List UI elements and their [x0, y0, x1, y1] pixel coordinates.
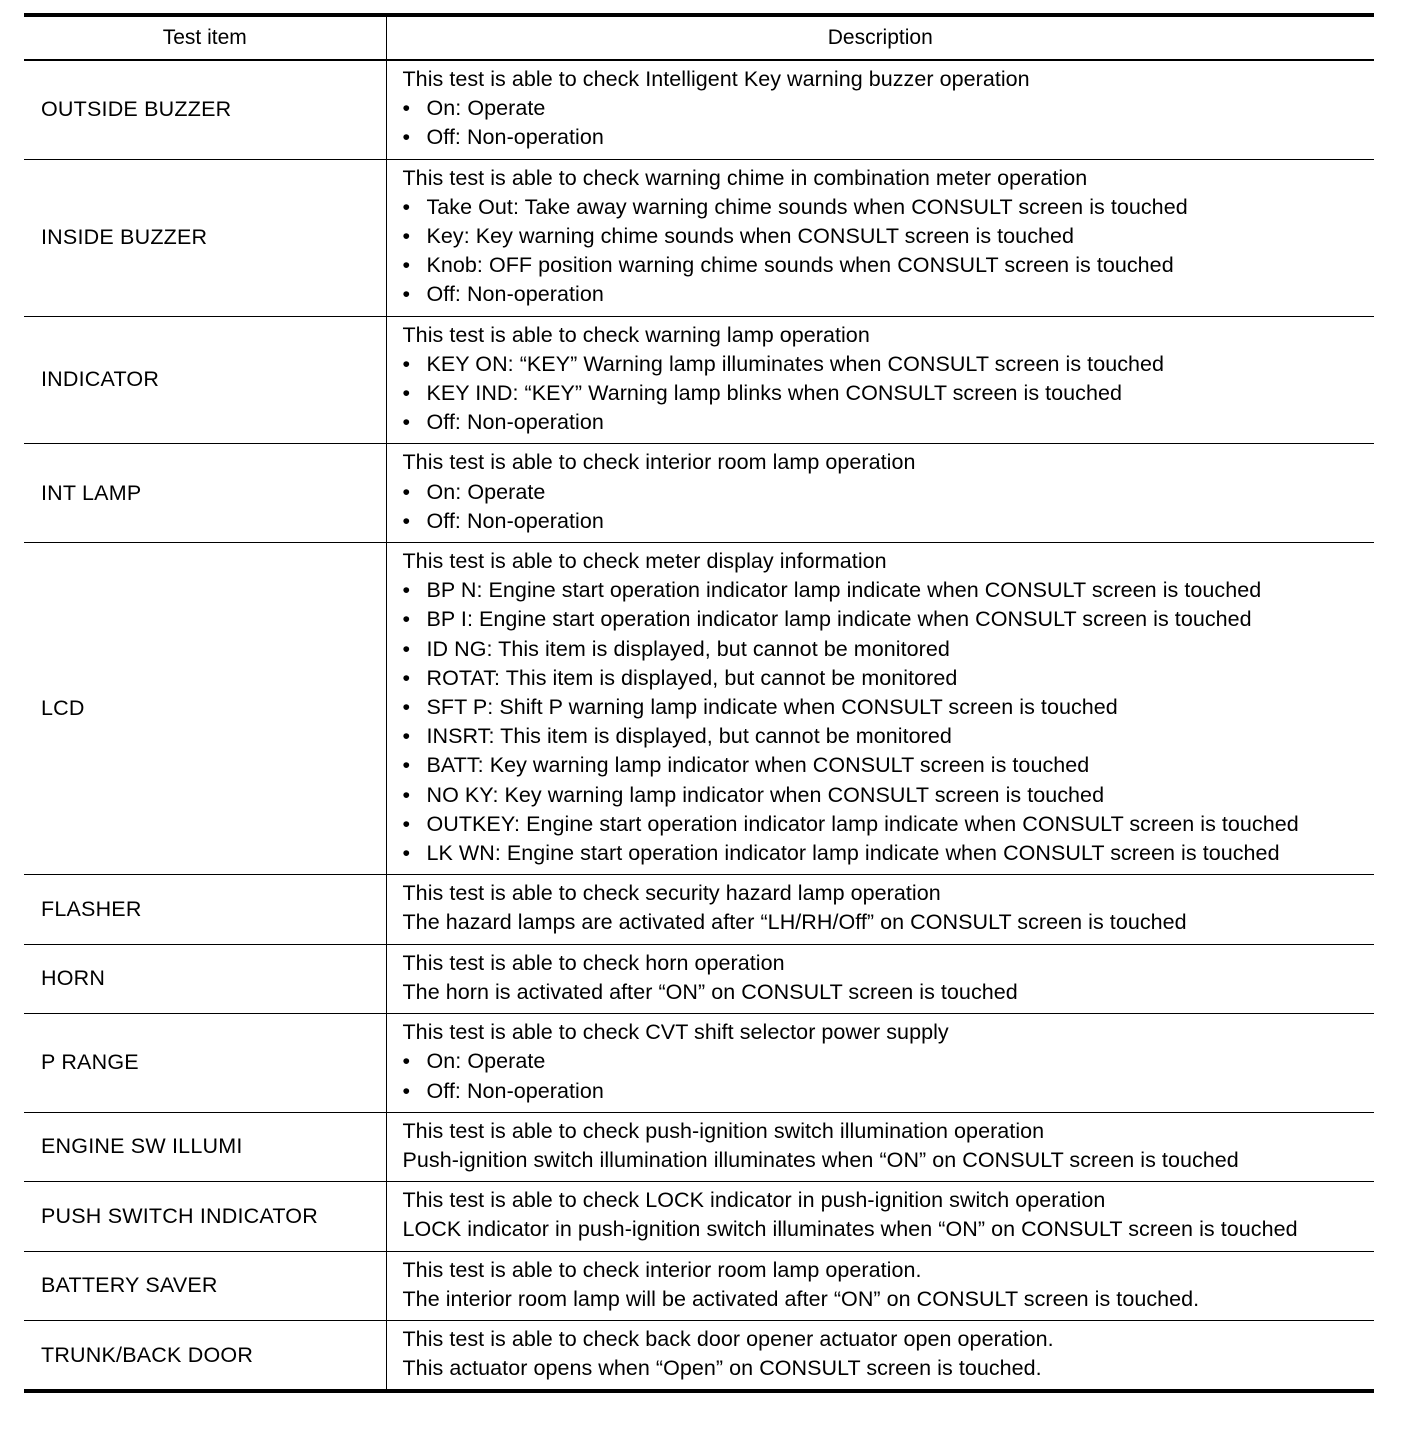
bullet-item — [403, 507, 1371, 536]
bullet-text: Off: Non-operation — [426, 410, 604, 435]
description-line: This test is able to check warning lamp operation — [402, 322, 870, 347]
bullet-text: BP I: Engine start operation indicator lamp indicate when CONSULT screen is touched — [426, 607, 1252, 632]
description-line: This test is able to check meter display information — [402, 549, 887, 574]
test-item-cell: OUTSIDE BUZZER — [24, 60, 386, 159]
description-cell — [386, 875, 1374, 944]
bullet-dot-icon: • — [402, 1078, 411, 1103]
bullet-dot-icon: • — [402, 479, 411, 504]
bullet-item — [403, 839, 1371, 868]
description-line: This test is able to check warning chime in combination meter operation — [402, 165, 1088, 190]
test-item-cell: TRUNK/BACK DOOR — [24, 1320, 386, 1391]
description-line: This test is able to check Intelligent Key warning buzzer operation — [402, 67, 1030, 91]
bullet-item — [403, 222, 1371, 251]
bullet-dot-icon: • — [402, 724, 411, 749]
bullet-text: OUTKEY: Engine start operation indicator lamp indicate when CONSULT screen is touched — [426, 811, 1299, 836]
bullet-text: On: Operate — [426, 96, 546, 121]
table-row — [24, 1182, 1374, 1251]
bullet-text: ID NG: This item is displayed, but cannot be monitored — [426, 636, 950, 661]
description-cell — [386, 1251, 1374, 1320]
bullet-text: On: Operate — [426, 1049, 546, 1074]
table-row — [24, 1251, 1374, 1320]
bullet-item — [403, 350, 1371, 379]
bullet-dot-icon: • — [402, 96, 411, 121]
table-row — [24, 875, 1374, 944]
bullet-text: LK WN: Engine start operation indicator lamp indicate when CONSULT screen is touched — [426, 841, 1280, 866]
description-line: This test is able to check security hazard lamp operation — [402, 881, 941, 906]
table-row — [24, 1320, 1374, 1391]
bullet-text: Off: Non-operation — [426, 125, 604, 150]
description-line: Push-ignition switch illumination illuminates when “ON” on CONSULT screen is touched — [402, 1147, 1239, 1172]
bullet-text: INSRT: This item is displayed, but cannot be monitored — [426, 724, 952, 749]
bullet-dot-icon: • — [402, 351, 411, 376]
bullet-item — [403, 693, 1371, 722]
header-description: Description — [386, 15, 1374, 60]
description-cell — [386, 1320, 1374, 1391]
bullet-item — [403, 408, 1371, 437]
description-line: This test is able to check back door opener actuator open operation. — [402, 1326, 1054, 1351]
table-row — [24, 316, 1374, 444]
bullet-item — [403, 664, 1371, 693]
bullet-item — [403, 94, 1371, 123]
description-cell — [386, 60, 1374, 159]
bullet-item — [403, 251, 1371, 280]
description-line: The hazard lamps are activated after “LH/RH/Off” on CONSULT screen is touched — [402, 910, 1187, 935]
table-row — [24, 444, 1374, 543]
bullet-text: Take Out: Take away warning chime sounds when CONSULT screen is touched — [426, 194, 1188, 219]
description-cell — [386, 543, 1374, 875]
bullet-text: Off: Non-operation — [426, 508, 604, 533]
bullet-item — [403, 478, 1371, 507]
table-row — [24, 1014, 1374, 1113]
bullet-dot-icon: • — [402, 194, 411, 219]
bullet-dot-icon: • — [402, 695, 411, 720]
bullet-text: BATT: Key warning lamp indicator when CONSULT screen is touched — [426, 753, 1090, 778]
test-item-cell: INSIDE BUZZER — [24, 159, 386, 316]
bullet-item — [403, 123, 1371, 152]
bullet-text: BP N: Engine start operation indicator lamp indicate when CONSULT screen is touched — [426, 578, 1262, 603]
bullet-dot-icon: • — [402, 665, 411, 690]
description-line: This test is able to check push-ignition switch illumination operation — [402, 1118, 1045, 1143]
bullet-text: Off: Non-operation — [426, 1078, 604, 1103]
bullet-text: Key: Key warning chime sounds when CONSULT screen is touched — [426, 224, 1075, 249]
description-cell — [386, 944, 1374, 1013]
header-test-item: Test item — [24, 15, 386, 60]
test-item-cell: PUSH SWITCH INDICATOR — [24, 1182, 386, 1251]
description-cell — [386, 1014, 1374, 1113]
test-item-cell: ENGINE SW ILLUMI — [24, 1112, 386, 1181]
test-item-cell: P RANGE — [24, 1014, 386, 1113]
bullet-dot-icon: • — [402, 578, 411, 603]
bullet-text: Knob: OFF position warning chime sounds when CONSULT screen is touched — [426, 253, 1174, 278]
test-item-cell: INDICATOR — [24, 316, 386, 444]
bullet-item — [403, 1077, 1371, 1106]
description-line: This test is able to check interior room lamp operation — [402, 450, 916, 475]
table-row — [24, 543, 1374, 875]
table-row — [24, 1112, 1374, 1181]
bullet-item — [403, 781, 1371, 810]
bullet-dot-icon: • — [402, 282, 411, 307]
bullet-dot-icon: • — [402, 253, 411, 278]
description-line: The horn is activated after “ON” on CONSULT screen is touched — [402, 979, 1018, 1004]
description-line: This actuator opens when “Open” on CONSULT screen is touched. — [402, 1356, 1042, 1381]
bullet-item — [403, 635, 1371, 664]
description-line: This test is able to check LOCK indicator in push-ignition switch operation — [402, 1188, 1106, 1213]
bullet-dot-icon: • — [402, 782, 411, 807]
table-row — [24, 944, 1374, 1013]
bullet-dot-icon: • — [402, 410, 411, 435]
description-line: The interior room lamp will be activated after “ON” on CONSULT screen is touched. — [402, 1286, 1200, 1311]
table-row — [24, 159, 1374, 316]
bullet-dot-icon: • — [402, 753, 411, 778]
description-line: This test is able to check interior room lamp operation. — [402, 1257, 922, 1282]
bullet-dot-icon: • — [402, 841, 411, 866]
bullet-dot-icon: • — [402, 125, 411, 150]
bullet-item — [403, 751, 1371, 780]
bullet-dot-icon: • — [402, 508, 411, 533]
test-item-cell: INT LAMP — [24, 444, 386, 543]
bullet-dot-icon: • — [402, 1049, 411, 1074]
bullet-item — [403, 576, 1371, 605]
description-cell — [386, 444, 1374, 543]
test-item-cell: BATTERY SAVER — [24, 1251, 386, 1320]
bullet-text: NO KY: Key warning lamp indicator when CONSULT screen is touched — [426, 782, 1105, 807]
bullet-item — [403, 379, 1371, 408]
description-cell — [386, 316, 1374, 444]
bullet-text: SFT P: Shift P warning lamp indicate when CONSULT screen is touched — [426, 695, 1118, 720]
bullet-text: On: Operate — [426, 479, 546, 504]
bullet-text: KEY IND: “KEY” Warning lamp blinks when CONSULT screen is touched — [426, 381, 1123, 406]
table-row — [24, 60, 1374, 159]
bullet-dot-icon: • — [402, 381, 411, 406]
description-cell — [386, 159, 1374, 316]
test-item-cell: HORN — [24, 944, 386, 1013]
description-line: This test is able to check horn operation — [402, 950, 785, 975]
bullet-dot-icon: • — [402, 224, 411, 249]
bullet-text: Off: Non-operation — [426, 282, 604, 307]
bullet-dot-icon: • — [402, 636, 411, 661]
table-body — [24, 60, 1374, 1391]
bullet-text: ROTAT: This item is displayed, but cannot be monitored — [426, 665, 958, 690]
bullet-text: KEY ON: “KEY” Warning lamp illuminates when CONSULT screen is touched — [426, 351, 1165, 376]
table-header-row — [24, 15, 1374, 60]
description-line: LOCK indicator in push-ignition switch illuminates when “ON” on CONSULT screen is touched — [402, 1217, 1298, 1242]
description-line: This test is able to check CVT shift selector power supply — [402, 1020, 949, 1045]
bullet-item — [403, 1047, 1371, 1076]
test-item-cell: LCD — [24, 543, 386, 875]
bullet-item — [403, 722, 1371, 751]
bullet-item — [403, 280, 1371, 309]
test-item-cell: FLASHER — [24, 875, 386, 944]
bullet-dot-icon: • — [402, 607, 411, 632]
bullet-item — [403, 193, 1371, 222]
bullet-item — [403, 810, 1371, 839]
bullet-dot-icon: • — [402, 811, 411, 836]
active-test-table — [24, 13, 1374, 1393]
description-cell — [386, 1112, 1374, 1181]
bullet-item — [403, 605, 1371, 634]
description-cell — [386, 1182, 1374, 1251]
